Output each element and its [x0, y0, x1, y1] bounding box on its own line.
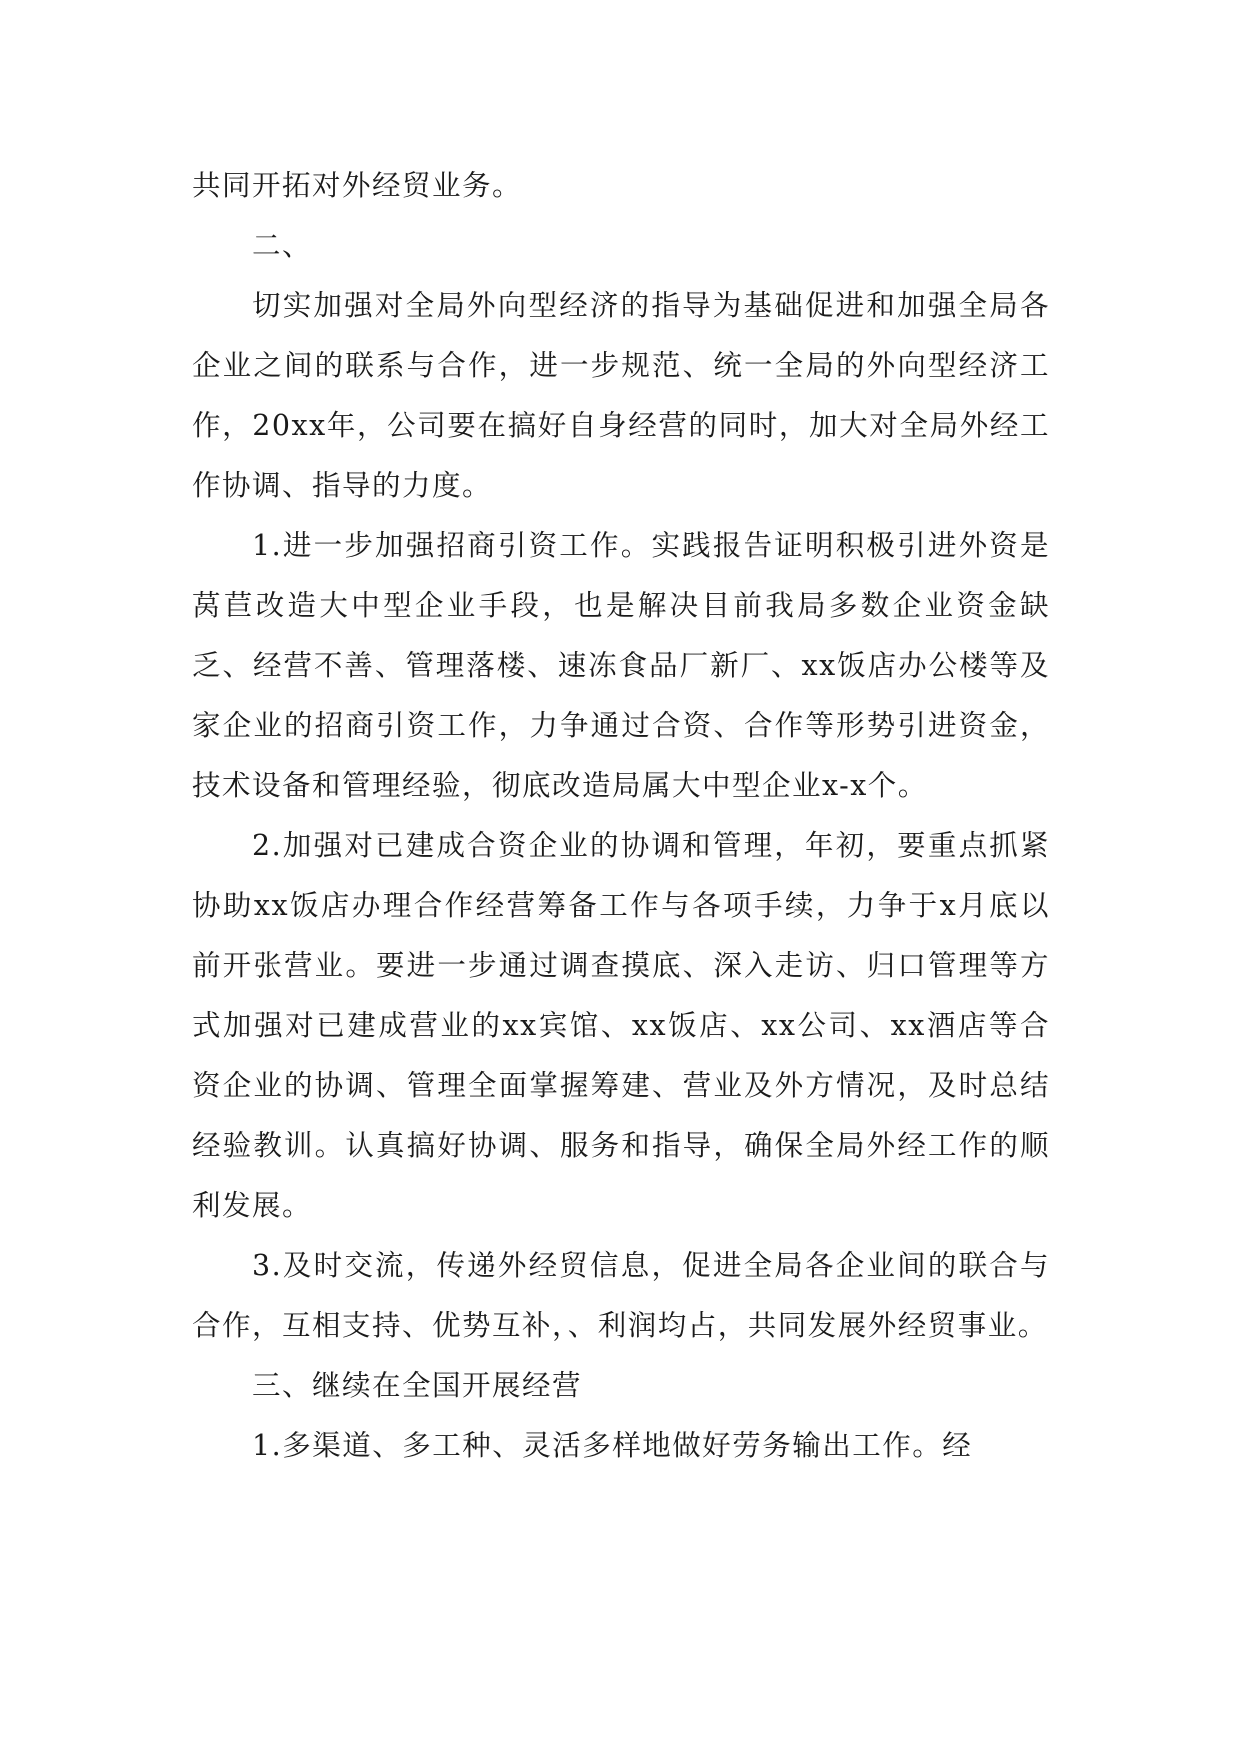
- section-heading-three: 三、继续在全国开展经营: [252, 1369, 583, 1402]
- paragraph-item-3-1: 1.多渠道、多工种、灵活多样地做好劳务输出工作。经: [252, 1429, 973, 1462]
- paragraph-item-1: 1.进一步加强招商引资工作。实践报告证明积极引进外资是莴苣改造大中型企业手段，也是解决目前我局多数企业资金缺乏、经营不善、管理落楼、速冻食品厂新厂、xx饭店办公楼等及家企业的招商引资工作，力争通过合资、合作等形势引进资金，技术设备和管理经验，彻底改造局属大中型企业x-x个。: [192, 529, 1050, 802]
- paragraph-item-2: 2.加强对已建成合资企业的协调和管理，年初，要重点抓紧协助xx饭店办理合作经营筹备工作与各项手续，力争于x月底以前开张营业。要进一步通过调查摸底、深入走访、归口管理等方式加强对已建成营业的xx宾馆、xx饭店、xx公司、xx酒店等合资企业的协调、管理全面掌握筹建、营业及外方情况，及时总结经验教训。认真搞好协调、服务和指导，确保全局外经工作的顺利发展。: [192, 829, 1050, 1222]
- paragraph-item-3: 3.及时交流，传递外经贸信息，促进全局各企业间的联合与合作，互相支持、优势互补，、利润均占，共同发展外经贸事业。: [192, 1249, 1050, 1342]
- section-heading-two: 二、: [252, 229, 313, 262]
- document-body: [192, 156, 1050, 1476]
- paragraph-continuation: 共同开拓对外经贸业务。: [192, 169, 523, 202]
- paragraph-guidance: 切实加强对全局外向型经济的指导为基础促进和加强全局各企业之间的联系与合作，进一步规范、统一全局的外向型经济工作，20xx年，公司要在搞好自身经营的同时，加大对全局外经工作协调、指导的力度。: [192, 289, 1050, 502]
